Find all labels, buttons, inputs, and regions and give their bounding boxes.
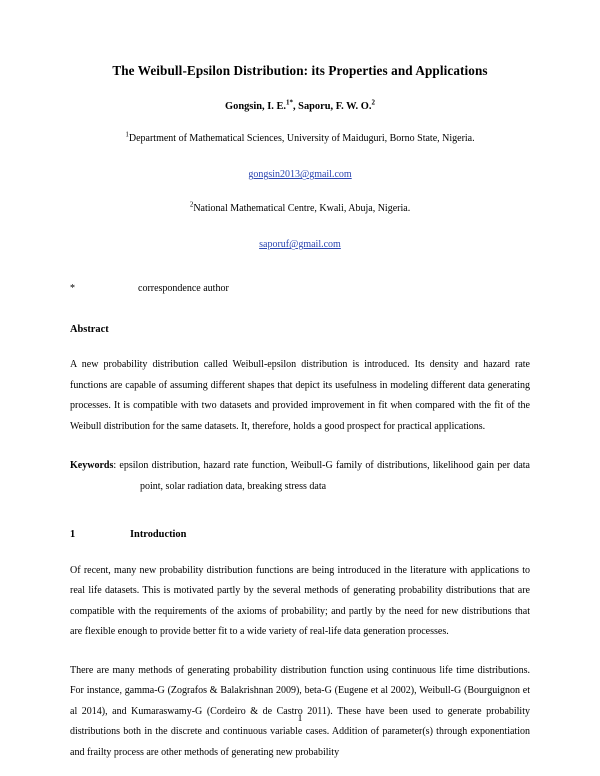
keywords-text: : epsilon distribution, hazard rate function, Weibull-G family of distributions, likelihood gain per data point, solar radiation data, breaking stress data <box>113 460 530 492</box>
intro-paragraph-one: Of recent, many new probability distribution functions are being introduced in the literature with applications to real life datasets. This is motivated partly by the several methods of generating probability distributions that are compatible with the requirements of the axioms of probability; and partly by the need for new distributions that are flexible enough to provide better fit to a wide variety of real-life data generation processes. <box>70 564 530 638</box>
abstract-heading: Abstract <box>70 323 109 335</box>
email-link-one[interactable]: gongsin2013@gmail.com <box>248 169 352 181</box>
author-names-secondary: , Saporu, F. W. O. <box>292 101 372 113</box>
affiliation-one-text: Department of Mathematical Sciences, University of Maiduguri, Borno State, Nigeria. <box>128 132 475 144</box>
email-two-line <box>70 215 530 254</box>
correspondence-note <box>70 254 530 296</box>
page-number: 1 <box>297 714 303 724</box>
section-heading-introduction <box>70 497 530 543</box>
author-affiliation-marker-1: 1* <box>285 98 293 107</box>
affiliation-one <box>70 114 530 146</box>
author-affiliation-marker-2: 2 <box>371 98 375 107</box>
affiliation-two <box>70 184 530 216</box>
abstract-body: A new probability distribution called Weibull-epsilon distribution is introduced. Its density and hazard rate functions are capable of assuming different shapes that depict its usefulness in modeling different data generating processes. It is compatible with two datasets and provided improvement in fit when compared with the fit of the Weibull distribution for the same datasets. It, therefore, holds a good prospect for practical applications. <box>70 359 530 432</box>
affiliation-two-text: National Mathematical Centre, Kwali, Abuja, Nigeria. <box>193 202 411 214</box>
affiliation-two-marker: 2 <box>189 200 194 209</box>
section-title: Introduction <box>130 529 187 541</box>
correspondence-marker: * <box>70 282 75 294</box>
author-names-primary: Gongsin, I. E. <box>225 101 286 113</box>
keywords-line <box>70 437 530 497</box>
email-one-line <box>70 145 530 184</box>
correspondence-label: correspondence author <box>138 282 229 294</box>
affiliation-one-marker: 1 <box>125 130 129 139</box>
keywords-label: Keywords <box>70 460 114 472</box>
intro-paragraph-two: There are many methods of generating probability distribution function using continuous life time distributions. For instance, gamma-G (Zografos & Balakrishnan 2009), beta-G (Eugene et al 2002), Weibull-G (Bourguignon et al 2014), and Kumaraswamy-G (Cordeiro & de Castro 2011). These have been used to generate probability distributions both in the discrete and continuous variable cases. Addition of parameter(s) through exponentiation and frailty process are other methods of generating new probability <box>70 664 530 758</box>
email-link-two[interactable]: saporuf@gmail.com <box>259 239 341 251</box>
author-list <box>70 79 530 114</box>
page-title: The Weibull-Epsilon Distribution: its Properties and Applications <box>112 63 488 78</box>
section-number: 1 <box>70 529 76 541</box>
